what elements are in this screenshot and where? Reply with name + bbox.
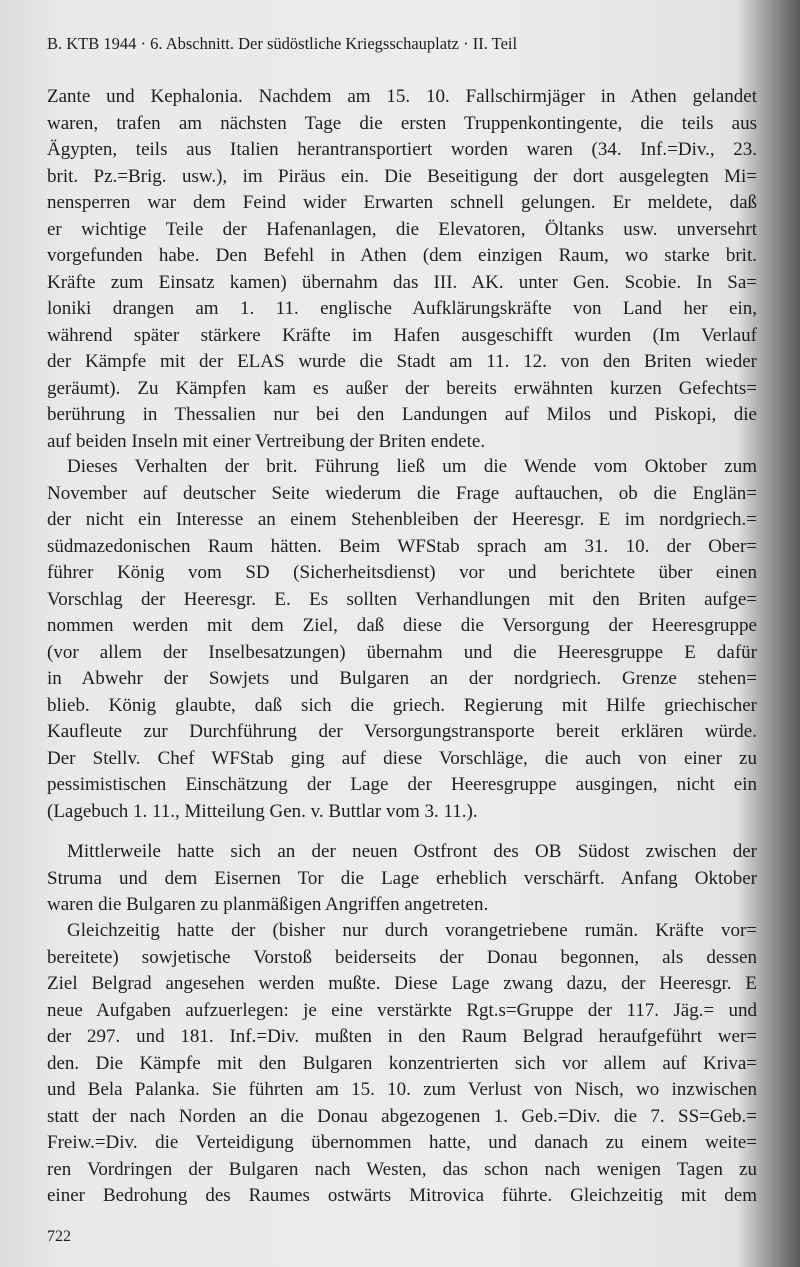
page-number: 722	[47, 1228, 71, 1245]
text-line: während später stärkere Kräfte im Hafen ausgeschifft wurden (Im Verlauf	[47, 324, 757, 346]
text-line: Der Stellv. Chef WFStab ging auf diese Vorschläge, die auch von einer zu	[47, 747, 757, 769]
text-line: der 297. und 181. Inf.=Div. mußten in den Raum Belgrad heraufgeführt wer=	[47, 1026, 757, 1047]
text-line: (Lagebuch 1. 11., Mitteilung Gen. v. Buttlar vom 3. 11.).	[47, 800, 478, 822]
running-header: B. KTB 1944 · 6. Abschnitt. Der südöstliche Kriegsschauplatz · II. Teil	[47, 34, 518, 53]
text-line: Gleichzeitig hatte der (bisher nur durch vorangetriebene rumän. Kräfte vor=	[67, 920, 757, 941]
text-line: einer Bedrohung des Raumes ostwärts Mitrovica führte. Gleichzeitig mit dem	[47, 1185, 757, 1206]
text-line: Mittlerweile hatte sich an der neuen Ostfront des OB Südost zwischen der	[67, 841, 757, 862]
text-line: bereitete) sowjetische Vorstoß beiderseits der Donau begonnen, als dessen	[47, 946, 757, 968]
text-line: auf beiden Inseln mit einer Vertreibung der Briten endete.	[47, 430, 486, 452]
text-line: der nicht ein Interesse an einem Stehenbleiben der Heeresgr. E im nordgriech.=	[47, 509, 757, 530]
text-line: November auf deutscher Seite wiederum die Frage auftauchen, ob die Englän=	[47, 482, 757, 504]
text-line: blieb. König glaubte, daß sich die griech. Regierung mit Hilfe griechischer	[47, 694, 757, 716]
text-line: geräumt). Zu Kämpfen kam es außer der bereits erwähnten kurzen Gefechts=	[47, 377, 757, 399]
text-line: er wichtige Teile der Hafenanlagen, die Elevatoren, Öltanks usw. unversehrt	[47, 218, 757, 240]
text-line: führer König vom SD (Sicherheitsdienst) vor und berichtete über einen	[47, 562, 757, 583]
text-line: Freiw.=Div. die Verteidigung übernommen hatte, und danach zu einem weite=	[47, 1132, 757, 1153]
text-line: Dieses Verhalten der brit. Führung ließ um die Wende vom Oktober zum	[67, 456, 757, 477]
text-line: statt der nach Norden an die Donau abgezogenen 1. Geb.=Div. die 7. SS=Geb.=	[47, 1105, 757, 1127]
text-line: südmazedonischen Raum hätten. Beim WFStab sprach am 31. 10. der Ober=	[47, 535, 757, 557]
text-line: neue Aufgaben aufzuerlegen: je eine verstärkte Rgt.s=Gruppe der 117. Jäg.= und	[47, 999, 757, 1021]
text-line: und Bela Palanka. Sie führten am 15. 10. zum Verlust von Nisch, wo inzwischen	[47, 1079, 757, 1100]
text-line: nensperren war dem Feind wider Erwarten schnell gelungen. Er meldete, daß	[47, 192, 757, 213]
text-line: brit. Pz.=Brig. usw.), im Piräus ein. Die Beseitigung der dort ausgelegten Mi=	[47, 165, 757, 187]
text-line: Struma und dem Eisernen Tor die Lage erheblich verschärft. Anfang Oktober	[47, 867, 757, 889]
text-line: loniki drangen am 1. 11. englische Aufklärungskräfte von Land her ein,	[47, 298, 757, 319]
text-line: pessimistischen Einschätzung der Lage der Heeresgruppe ausgingen, nicht ein	[47, 774, 757, 795]
text-line: ren Vordringen der Bulgaren nach Westen, das schon nach wenigen Tagen zu	[47, 1158, 757, 1180]
text-line: (vor allem der Inselbesatzungen) übernahm und die Heeresgruppe E dafür	[47, 641, 757, 663]
text-line: berührung in Thessalien nur bei den Landungen auf Milos und Piskopi, die	[47, 404, 757, 425]
text-line: vorgefunden habe. Den Befehl in Athen (dem einzigen Raum, wo starke brit.	[47, 245, 757, 266]
text-line: der Kämpfe mit der ELAS wurde die Stadt am 11. 12. von den Briten wieder	[47, 351, 757, 372]
text-line: waren die Bulgaren zu planmäßigen Angriffen angetreten.	[47, 894, 489, 915]
text-line: den. Die Kämpfe mit den Bulgaren konzentrierten sich vor allem auf Kriva=	[47, 1052, 757, 1074]
text-line: nommen werden mit dem Ziel, daß diese die Versorgung der Heeresgruppe	[47, 615, 757, 636]
text-line: Ziel Belgrad angesehen werden mußte. Diese Lage zwang dazu, der Heeresgr. E	[47, 973, 757, 994]
text-line: Zante und Kephalonia. Nachdem am 15. 10. Fallschirmjäger in Athen gelandet	[47, 86, 757, 107]
text-line: waren, trafen am nächsten Tage die ersten Truppenkontingente, die teils aus	[47, 112, 757, 134]
text-line: Kaufleute zur Durchführung der Versorgungstransporte bereit erklären würde.	[47, 721, 757, 742]
text-line: Ägypten, teils aus Italien herantransportiert worden waren (34. Inf.=Div., 23.	[47, 139, 757, 160]
text-line: in Abwehr der Sowjets und Bulgaren an der nordgriech. Grenze stehen=	[47, 668, 757, 689]
text-line: Vorschlag der Heeresgr. E. Es sollten Verhandlungen mit den Briten aufge=	[47, 588, 757, 610]
text-line: Kräfte zum Einsatz kamen) übernahm das III. AK. unter Gen. Scobie. In Sa=	[47, 271, 757, 293]
